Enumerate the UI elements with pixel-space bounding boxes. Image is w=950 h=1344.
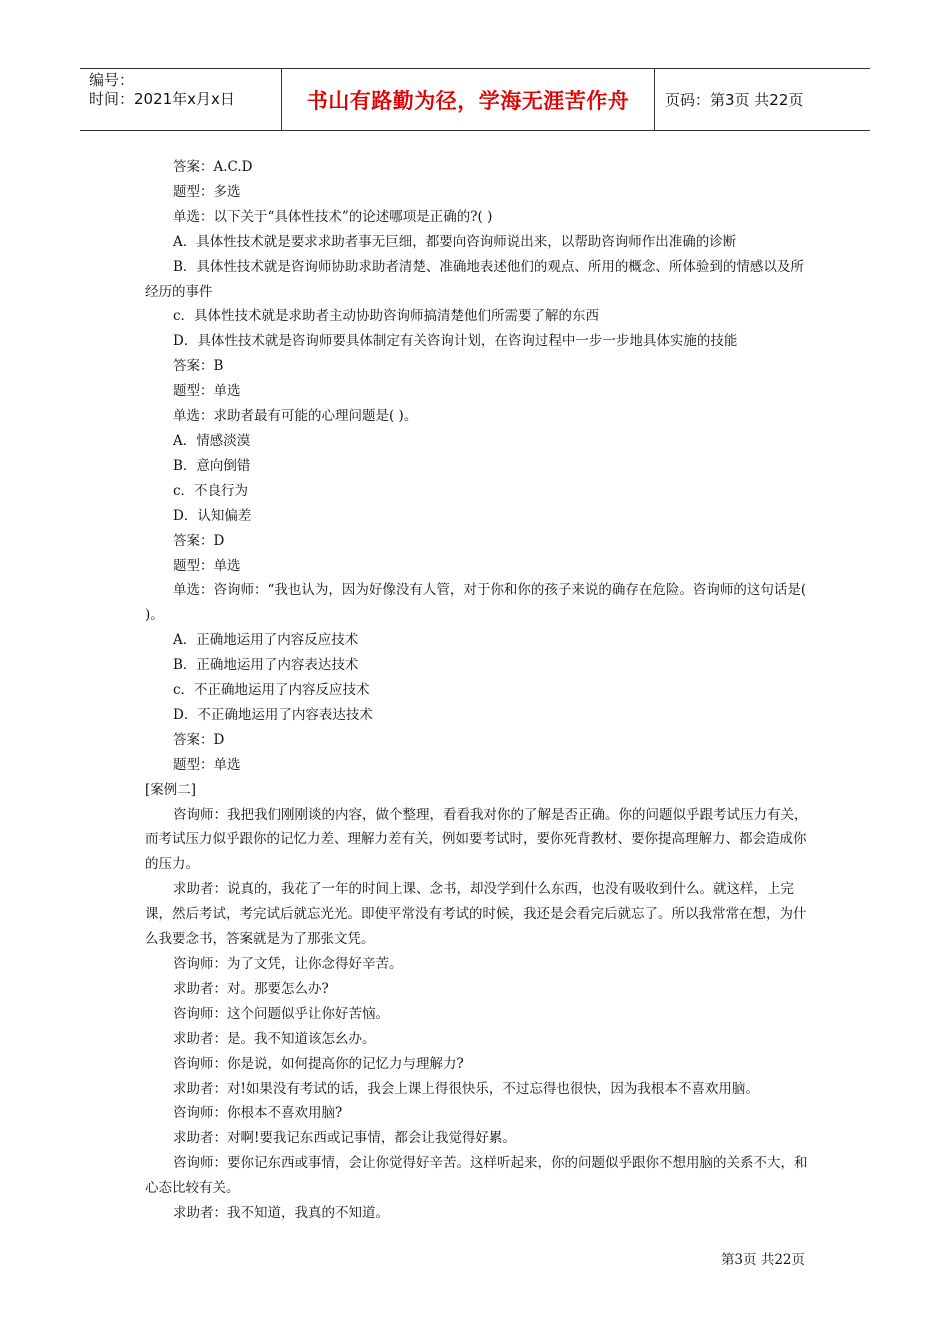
text-line: B．正确地运用了内容表达技术 <box>173 657 359 674</box>
number-label: 编号： <box>89 71 135 89</box>
text-line: c．不良行为 <box>173 482 249 499</box>
text-line: D．不正确地运用了内容表达技术 <box>173 706 373 723</box>
text-line: 单选：咨询师：“我也认为，因为好像没有人管，对于你和你的孩子来说的确存在危险。咨询师的这句话是( )。 <box>145 582 807 624</box>
text-line: c．具体性技术就是求助者主动协助咨询师搞清楚他们所需要了解的东西 <box>173 308 600 325</box>
text-line: 咨询师：为了文凭，让你念得好辛苦。 <box>173 956 403 972</box>
text-line: 答案：A.C.D <box>173 159 253 175</box>
text-line: 答案：D <box>173 532 225 549</box>
text-line: 题型：单选 <box>173 557 241 574</box>
text-line: 求助者：对。那要怎么办? <box>173 980 329 997</box>
text-line: 咨询师：我把我们刚刚谈的内容，做个整理，看看我对你的了解是否正确。你的问题似乎跟考试压力有关，而考试压力似乎跟你的记忆力差、理解力差有关，例如要考试时，要你死背教材、要你提高理解力、都会造成你的压力。 <box>145 806 808 873</box>
text-line: 答案：B <box>173 358 224 375</box>
text-line: D．认知偏差 <box>173 507 252 524</box>
time-label: 时间：2021年x月x日 <box>89 90 235 108</box>
text-line: 题型：多选 <box>173 183 241 200</box>
text-line: c．不正确地运用了内容反应技术 <box>173 682 370 699</box>
page-header <box>80 68 870 131</box>
text-line: 求助者：我不知道，我真的不知道。 <box>173 1205 389 1222</box>
text-line: 求助者：对!如果没有考试的话，我会上课上得很快乐，不过忘得也很快，因为我根本不喜欢用脑。 <box>173 1080 759 1097</box>
text-line: 咨询师：这个问题似乎让你好苦恼。 <box>173 1005 389 1022</box>
header-motto: 书山有路勤为径，学海无涯苦作舟 <box>282 69 655 130</box>
header-page-label: 页码：第3页 共22页 <box>665 91 804 109</box>
text-line: A．具体性技术就是要求求助者事无巨细，都要向咨询师说出来，以帮助咨询师作出准确的诊断 <box>173 233 737 250</box>
text-line: 咨询师：你是说，如何提高你的记忆力与理解力? <box>173 1055 464 1072</box>
text-line: 答案：D <box>173 731 225 748</box>
text-line: 题型：单选 <box>173 756 241 773</box>
text-line: D．具体性技术就是咨询师要具体制定有关咨询计划，在咨询过程中一步一步地具体实施的技能 <box>173 333 738 350</box>
text-line: 咨询师：要你记东西或事情，会让你觉得好辛苦。这样听起来，你的问题似乎跟你不想用脑的关系不大，和心态比较有关。 <box>145 1155 808 1197</box>
document-body <box>145 155 810 1226</box>
text-line: 咨询师：你根本不喜欢用脑? <box>173 1105 343 1122</box>
page-footer: 第3页 共22页 <box>720 1252 805 1268</box>
text-line: 求助者：说真的，我花了一年的时间上课、念书，却没学到什么东西，也没有吸收到什么。就这样，上完课，然后考试，考完试后就忘光光。即使平常没有考试的时候，我还是会看完后就忘了。所以我常常在想，为什么我要念书，答案就是为了那张文凭。 <box>145 881 807 948</box>
text-line: 求助者：是。我不知道该怎幺办。 <box>173 1030 376 1047</box>
text-line: B．意向倒错 <box>173 457 251 474</box>
text-line: B．具体性技术就是咨询师协助求助者清楚、准确地表述他们的观点、所用的概念、所体验到的情感以及所经历的事件 <box>145 258 804 300</box>
header-meta <box>80 69 282 130</box>
text-line: 求助者：对啊!要我记东西或记事情，都会让我觉得好累。 <box>173 1130 516 1147</box>
text-line: 单选：求助者最有可能的心理问题是( )。 <box>173 408 418 425</box>
text-line: 单选：以下关于“具体性技术”的论述哪项是正确的?( ) <box>173 208 493 225</box>
text-line: 题型：单选 <box>173 383 241 400</box>
section-heading: [案例二] <box>145 781 197 798</box>
text-line: A．情感淡漠 <box>173 432 251 449</box>
text-line: A．正确地运用了内容反应技术 <box>173 632 359 649</box>
